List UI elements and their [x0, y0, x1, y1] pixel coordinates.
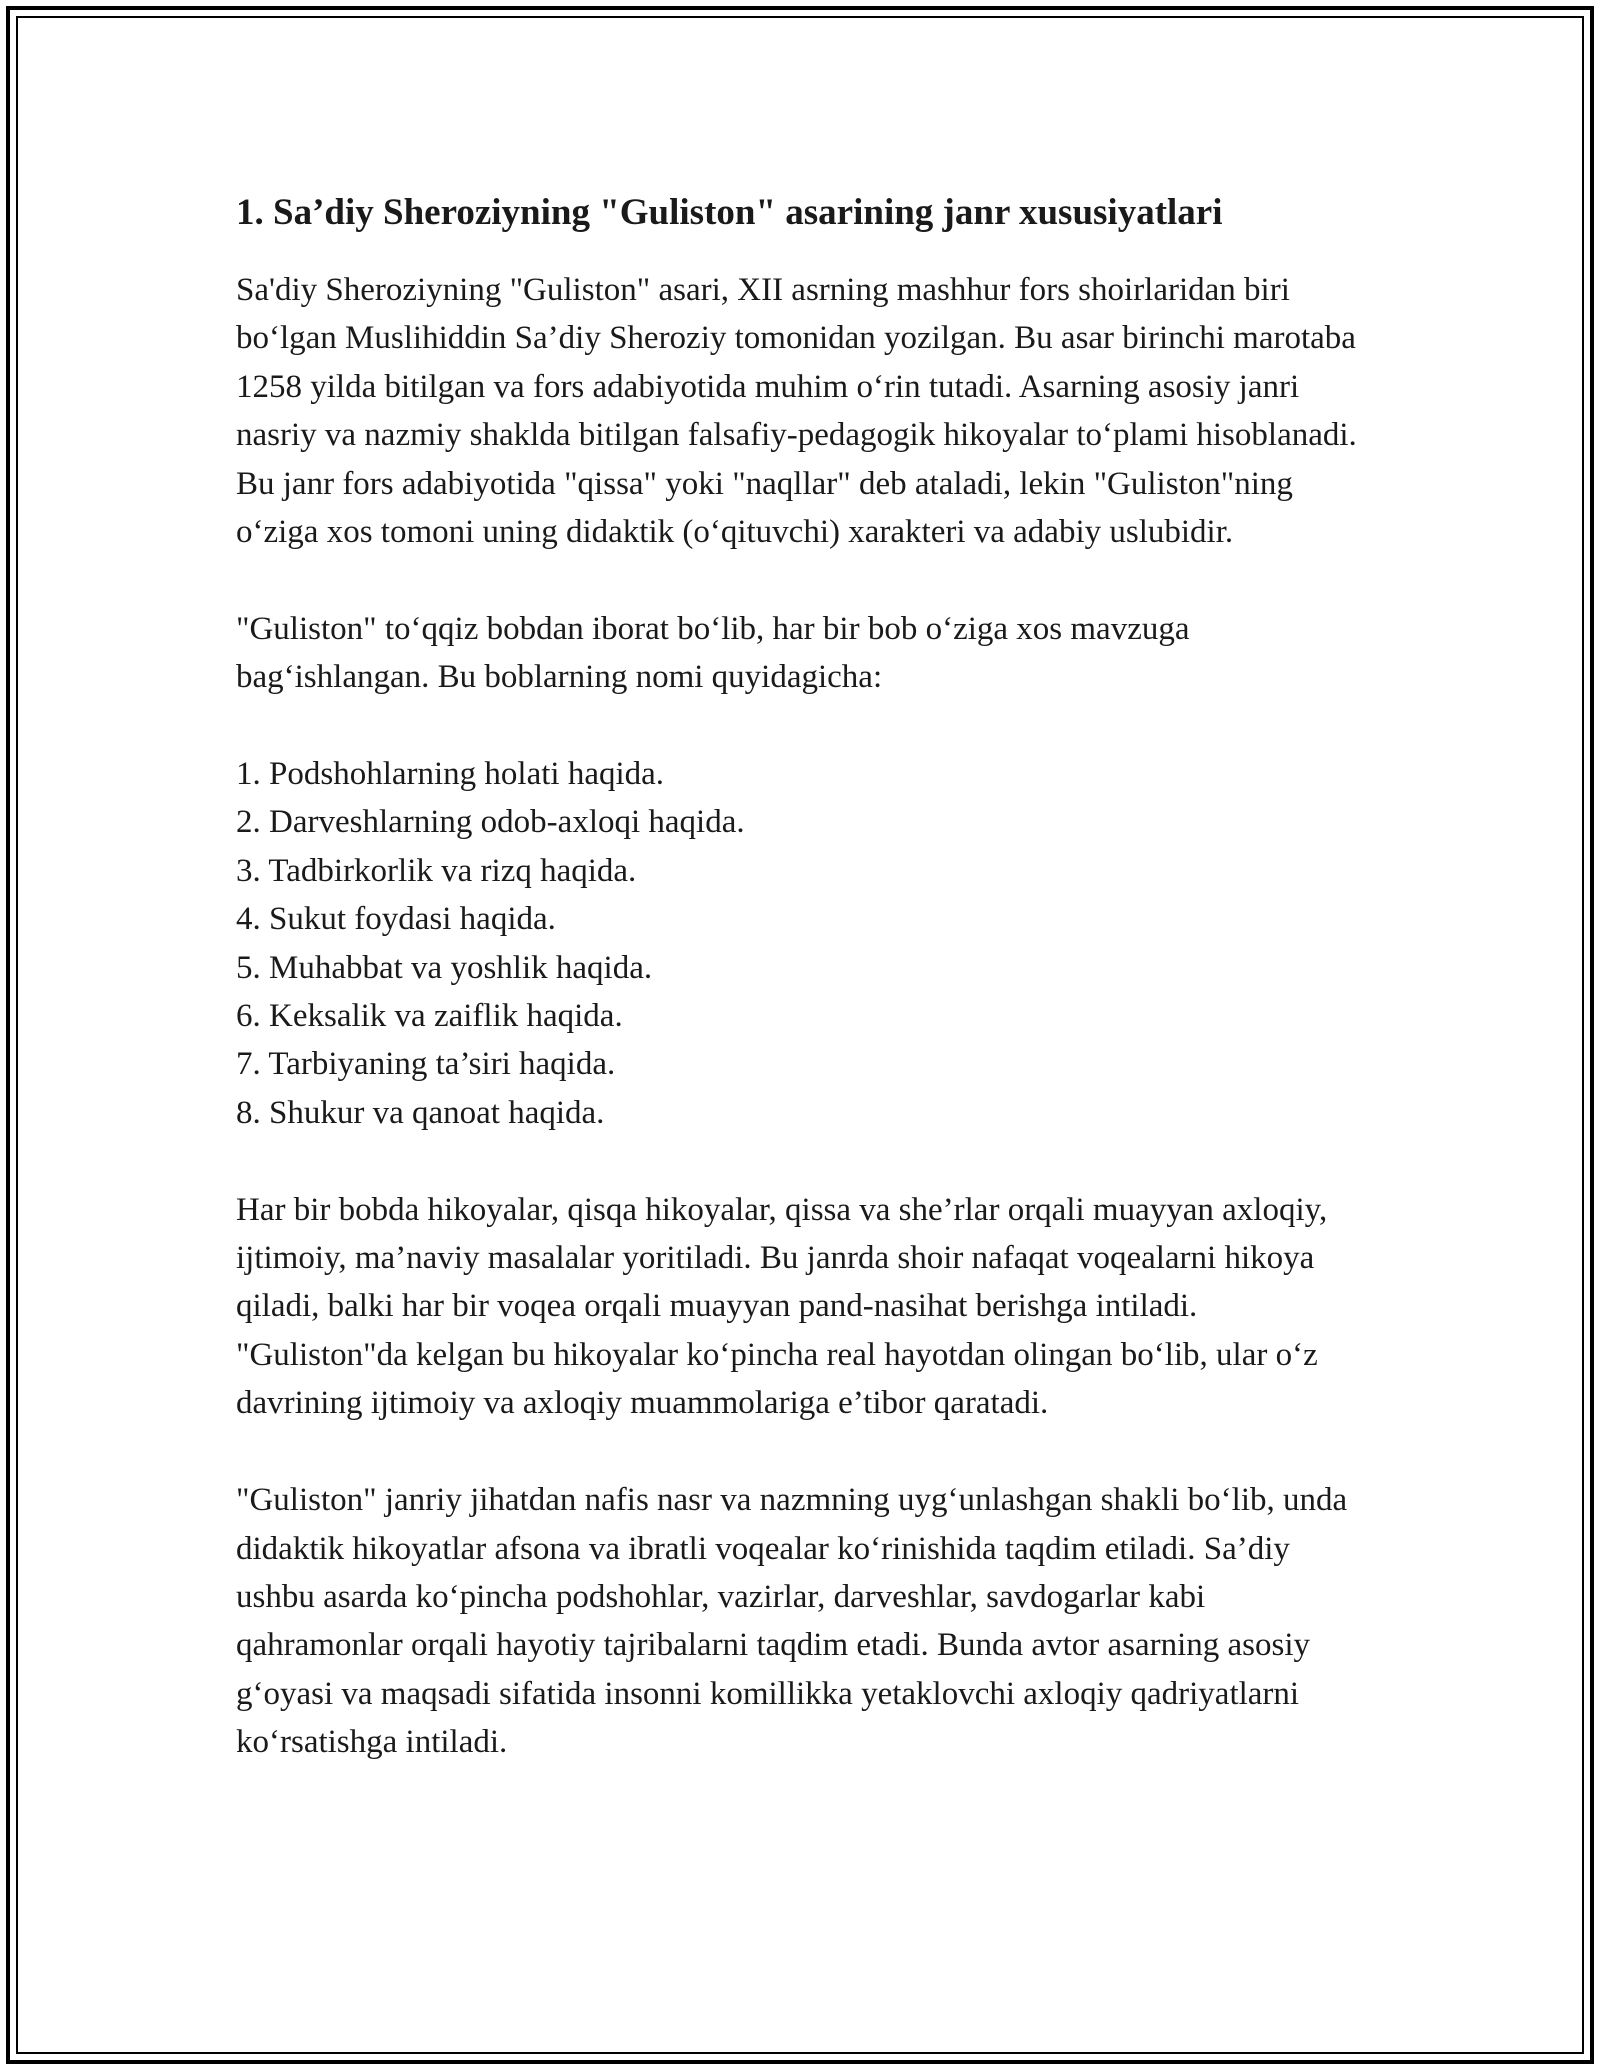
paragraph-themes: Har bir bobda hikoyalar, qisqa hikoyalar, qissa va she’rlar orqali muayyan axloqiy, ijtimoiy, ma’naviy masalalar yoritiladi. Bu janrda shoir nafaqat voqealarni hikoya qiladi, balki har bir voqea orqali muayyan pand-nasihat berishga intiladi. "Guliston"da kelgan bu hikoyalar ko‘pincha real hayotdan olingan bo‘lib, ular o‘z davrining ijtimoiy va axloqiy muammolariga e’tibor qaratadi. [236, 1191, 1328, 1422]
chapter-item: 8. Shukur va qanoat haqida. [236, 1094, 605, 1131]
document-content [236, 186, 1376, 1767]
chapter-item: 3. Tadbirkorlik va rizq haqida. [236, 852, 637, 889]
paragraph-spacer [236, 1137, 1376, 1185]
chapter-item: 5. Muhabbat va yoshlik haqida. [236, 949, 653, 986]
chapter-item: 2. Darveshlarning odob-axloqi haqida. [236, 804, 745, 841]
document-title: 1. Sa’diy Sheroziyning "Guliston" asarining janr xususiyatlari [236, 192, 1223, 233]
chapter-item: 6. Keksalik va zaiflik haqida. [236, 998, 623, 1035]
paragraph-spacer [236, 556, 1376, 604]
paragraph-spacer [236, 702, 1376, 750]
chapter-item: 4. Sukut foydasi haqida. [236, 901, 556, 938]
chapter-item: 7. Tarbiyaning ta’siri haqida. [236, 1046, 616, 1083]
paragraph-chapters-intro: "Guliston" to‘qqiz bobdan iborat bo‘lib, har bir bob o‘ziga xos mavzuga bag‘ishlangan. Bu boblarning nomi quyidagicha: [236, 610, 1190, 696]
chapter-item: 1. Podshohlarning holati haqida. [236, 756, 665, 793]
chapter-list [236, 750, 1376, 1137]
paragraph-intro: Sa'diy Sheroziyning "Guliston" asari, XII asrning mashhur fors shoirlaridan biri bo‘lgan Muslihiddin Sa’diy Sheroziy tomonidan yozilgan. Bu asar birinchi marotaba 1258 yilda bitilgan va fors adabiyotida muhim o‘rin tutadi. Asarning asosiy janri nasriy va nazmiy shaklda bitilgan falsafiy-pedagogik hikoyalar to‘plami hisoblanadi. Bu janr fors adabiyotida "qissa" yoki "naqllar" deb ataladi, lekin "Guliston"ning o‘ziga xos tomoni uning didaktik (o‘qituvchi) xarakteri va adabiy uslubidir. [236, 272, 1357, 551]
paragraph-spacer [236, 1428, 1376, 1476]
paragraph-genre: "Guliston" janriy jihatdan nafis nasr va nazmning uyg‘unlashgan shakli bo‘lib, unda didaktik hikoyatlar afsona va ibratli voqealar ko‘rinishida taqdim etiladi. Sa’diy ushbu asarda ko‘pincha podshohlar, vazirlar, darveshlar, savdogarlar kabi qahramonlar orqali hayotiy tajribalarni taqdim etadi. Bunda avtor asarning asosiy g‘oyasi va maqsadi sifatida insonni komillikka yetaklovchi axloqiy qadriyatlarni ko‘rsatishga intiladi. [236, 1482, 1348, 1761]
